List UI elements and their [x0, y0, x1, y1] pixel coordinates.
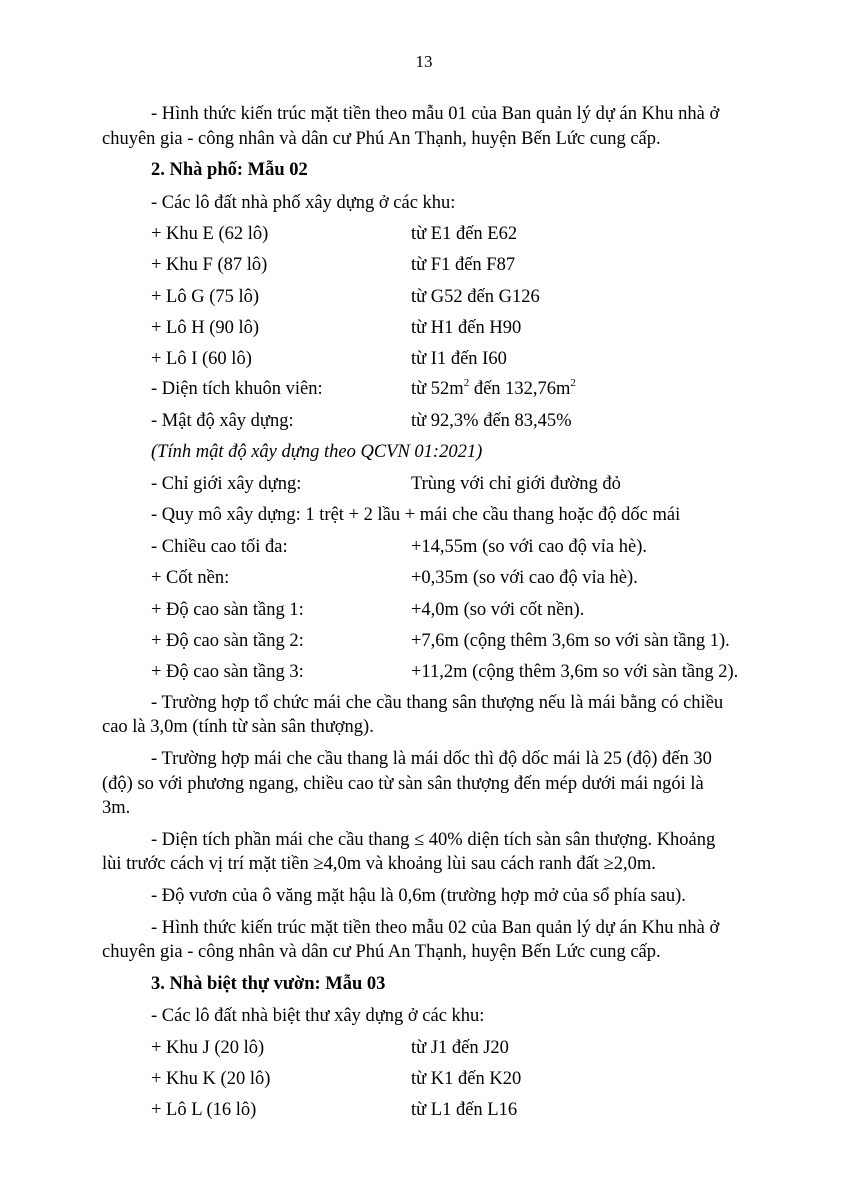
- lot-label: + Khu E (62 lô): [151, 224, 269, 244]
- flat-roof-line-2: cao là 3,0m (tính từ sàn sân thượng).: [102, 717, 374, 737]
- density-row: [151, 409, 572, 433]
- scale-line: - Quy mô xây dựng: 1 trệt + 2 lầu + mái che cầu thang hoặc độ dốc mái: [151, 505, 681, 525]
- boundary-value: Trùng với chỉ giới đường đỏ: [411, 474, 621, 494]
- height-row: [151, 566, 638, 590]
- sloped-roof-line-3: 3m.: [102, 798, 131, 818]
- area-row: [151, 376, 576, 401]
- height-label: - Chiều cao tối đa:: [151, 537, 288, 557]
- height-row: [151, 660, 739, 684]
- roof-area-line-1: - Diện tích phần mái che cầu thang ≤ 40% diện tích sàn sân thượng. Khoảng: [151, 830, 716, 850]
- lot-label: + Lô H (90 lô): [151, 318, 260, 338]
- section-2-lots-intro: - Các lô đất nhà phố xây dựng ở các khu:: [151, 193, 456, 213]
- height-row: [151, 535, 648, 559]
- lot-range: từ F1 đến F87: [411, 255, 516, 275]
- lot-row: [151, 1067, 522, 1091]
- height-value: +11,2m (cộng thêm 3,6m so với sàn tầng 2).: [411, 662, 739, 682]
- facade-line-2: chuyên gia - công nhân và dân cư Phú An Thạnh, huyện Bến Lức cung cấp.: [102, 942, 661, 962]
- lot-row: [151, 316, 522, 340]
- boundary-label: - Chỉ giới xây dựng:: [151, 474, 302, 494]
- density-value: từ 92,3% đến 83,45%: [411, 411, 572, 431]
- boundary-row: [151, 472, 621, 496]
- section-3-heading: 3. Nhà biệt thự vườn: Mẫu 03: [151, 974, 386, 994]
- lot-range: từ G52 đến G126: [411, 287, 540, 307]
- density-label: - Mật độ xây dựng:: [151, 411, 294, 431]
- lot-row: [151, 1098, 518, 1122]
- overhang-line: - Độ vươn của ô văng mặt hậu là 0,6m (trường hợp mở của sổ phía sau).: [151, 886, 686, 906]
- facade-line-1: - Hình thức kiến trúc mặt tiền theo mẫu 02 của Ban quản lý dự án Khu nhà ở: [151, 918, 720, 938]
- roof-area-line-2: lùi trước cách vị trí mặt tiền ≥4,0m và khoảng lùi sau cách ranh đất ≥2,0m.: [102, 854, 656, 874]
- section-3-lots-intro: - Các lô đất nhà biệt thư xây dựng ở các khu:: [151, 1006, 485, 1026]
- area-label: - Diện tích khuôn viên:: [151, 379, 323, 399]
- lot-label: + Lô L (16 lô): [151, 1100, 257, 1120]
- lot-range: từ L1 đến L16: [411, 1100, 518, 1120]
- lot-label: + Khu F (87 lô): [151, 255, 268, 275]
- lot-label: + Khu K (20 lô): [151, 1069, 271, 1089]
- area-value: [411, 377, 576, 401]
- lot-row: [151, 285, 540, 309]
- height-label: + Độ cao sàn tầng 2:: [151, 631, 304, 651]
- page-number: 13: [415, 52, 433, 71]
- intro-line-1: - Hình thức kiến trúc mặt tiền theo mẫu 01 của Ban quản lý dự án Khu nhà ở: [151, 104, 720, 124]
- lot-range: từ J1 đến J20: [411, 1038, 509, 1058]
- height-value: +0,35m (so với cao độ vỉa hè).: [411, 568, 638, 588]
- area-unit-sup-2: 2: [570, 376, 576, 389]
- lot-row: [151, 1036, 509, 1060]
- flat-roof-line-1: - Trường hợp tổ chức mái che cầu thang sân thượng nếu là mái bằng có chiều: [151, 693, 724, 713]
- lot-range: từ E1 đến E62: [411, 224, 518, 244]
- height-label: + Độ cao sàn tầng 1:: [151, 600, 304, 620]
- area-unit-sup-1: 2: [463, 376, 470, 389]
- sloped-roof-line-2: (độ) so với phương ngang, chiều cao từ sàn sân thượng đến mép dưới mái ngói là: [102, 774, 704, 794]
- lot-row: [151, 222, 518, 246]
- lot-range: từ K1 đến K20: [411, 1069, 522, 1089]
- lot-range: từ H1 đến H90: [411, 318, 522, 338]
- lot-row: [151, 347, 507, 371]
- lot-label: + Lô I (60 lô): [151, 349, 252, 369]
- height-label: + Cốt nền:: [151, 568, 230, 588]
- lot-row: [151, 253, 516, 277]
- intro-line-2: chuyên gia - công nhân và dân cư Phú An Thạnh, huyện Bến Lức cung cấp.: [102, 129, 661, 149]
- lot-label: + Lô G (75 lô): [151, 287, 260, 307]
- height-value: +4,0m (so với cốt nền).: [411, 600, 585, 620]
- height-value: +14,55m (so với cao độ vỉa hè).: [411, 537, 648, 557]
- height-row: [151, 629, 730, 653]
- height-row: [151, 598, 585, 622]
- area-to: đến 132,76m: [469, 379, 571, 399]
- lot-range: từ I1 đến I60: [411, 349, 507, 369]
- height-value: +7,6m (cộng thêm 3,6m so với sàn tầng 1).: [411, 631, 730, 651]
- area-from: từ 52m: [411, 379, 464, 399]
- section-2-heading: 2. Nhà phố: Mẫu 02: [151, 160, 308, 180]
- height-label: + Độ cao sàn tầng 3:: [151, 662, 304, 682]
- sloped-roof-line-1: - Trường hợp mái che cầu thang là mái dốc thì độ dốc mái là 25 (độ) đến 30: [151, 749, 712, 769]
- lot-label: + Khu J (20 lô): [151, 1038, 265, 1058]
- density-note: (Tính mật độ xây dựng theo QCVN 01:2021): [151, 442, 483, 462]
